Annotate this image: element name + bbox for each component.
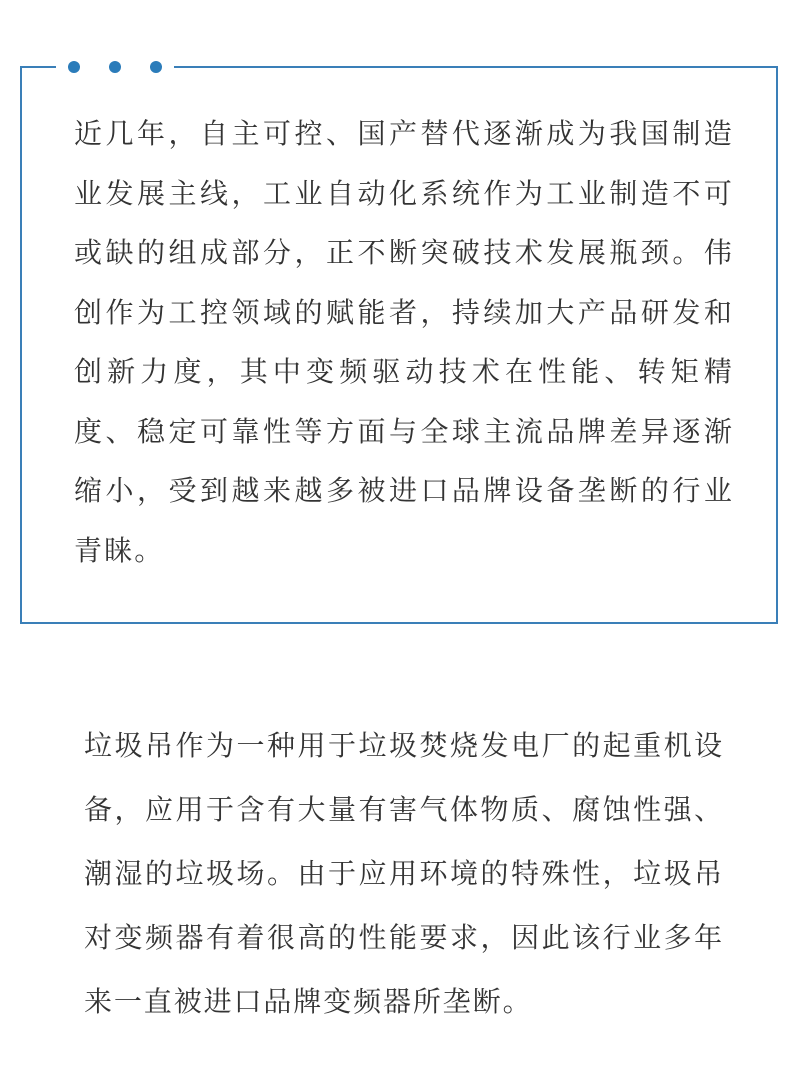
dot-icon: [68, 61, 80, 73]
intro-paragraph: 近几年，自主可控、国产替代逐渐成为我国制造业发展主线，工业自动化系统作为工业制造不可或缺的组成部分，正不断突破技术发展瓶颈。伟创作为工控领域的赋能者，持续加大产品研发和创新力度，其中变频驱动技术在性能、转矩精度、稳定可靠性等方面与全球主流品牌差异逐渐缩小，受到越来越多被进口品牌设备垄断的行业青睐。: [74, 117, 734, 567]
decorative-dots: [56, 56, 174, 78]
dot-icon: [150, 61, 162, 73]
intro-text-box: [20, 66, 778, 624]
body-paragraph: 垃圾吊作为一种用于垃圾焚烧发电厂的起重机设备，应用于含有大量有害气体物质、腐蚀性强、潮湿的垃圾场。由于应用环境的特殊性，垃圾吊对变频器有着很高的性能要求，因此该行业多年来一直被进口品牌变频器所垄断。: [84, 729, 724, 1018]
dot-icon: [109, 61, 121, 73]
